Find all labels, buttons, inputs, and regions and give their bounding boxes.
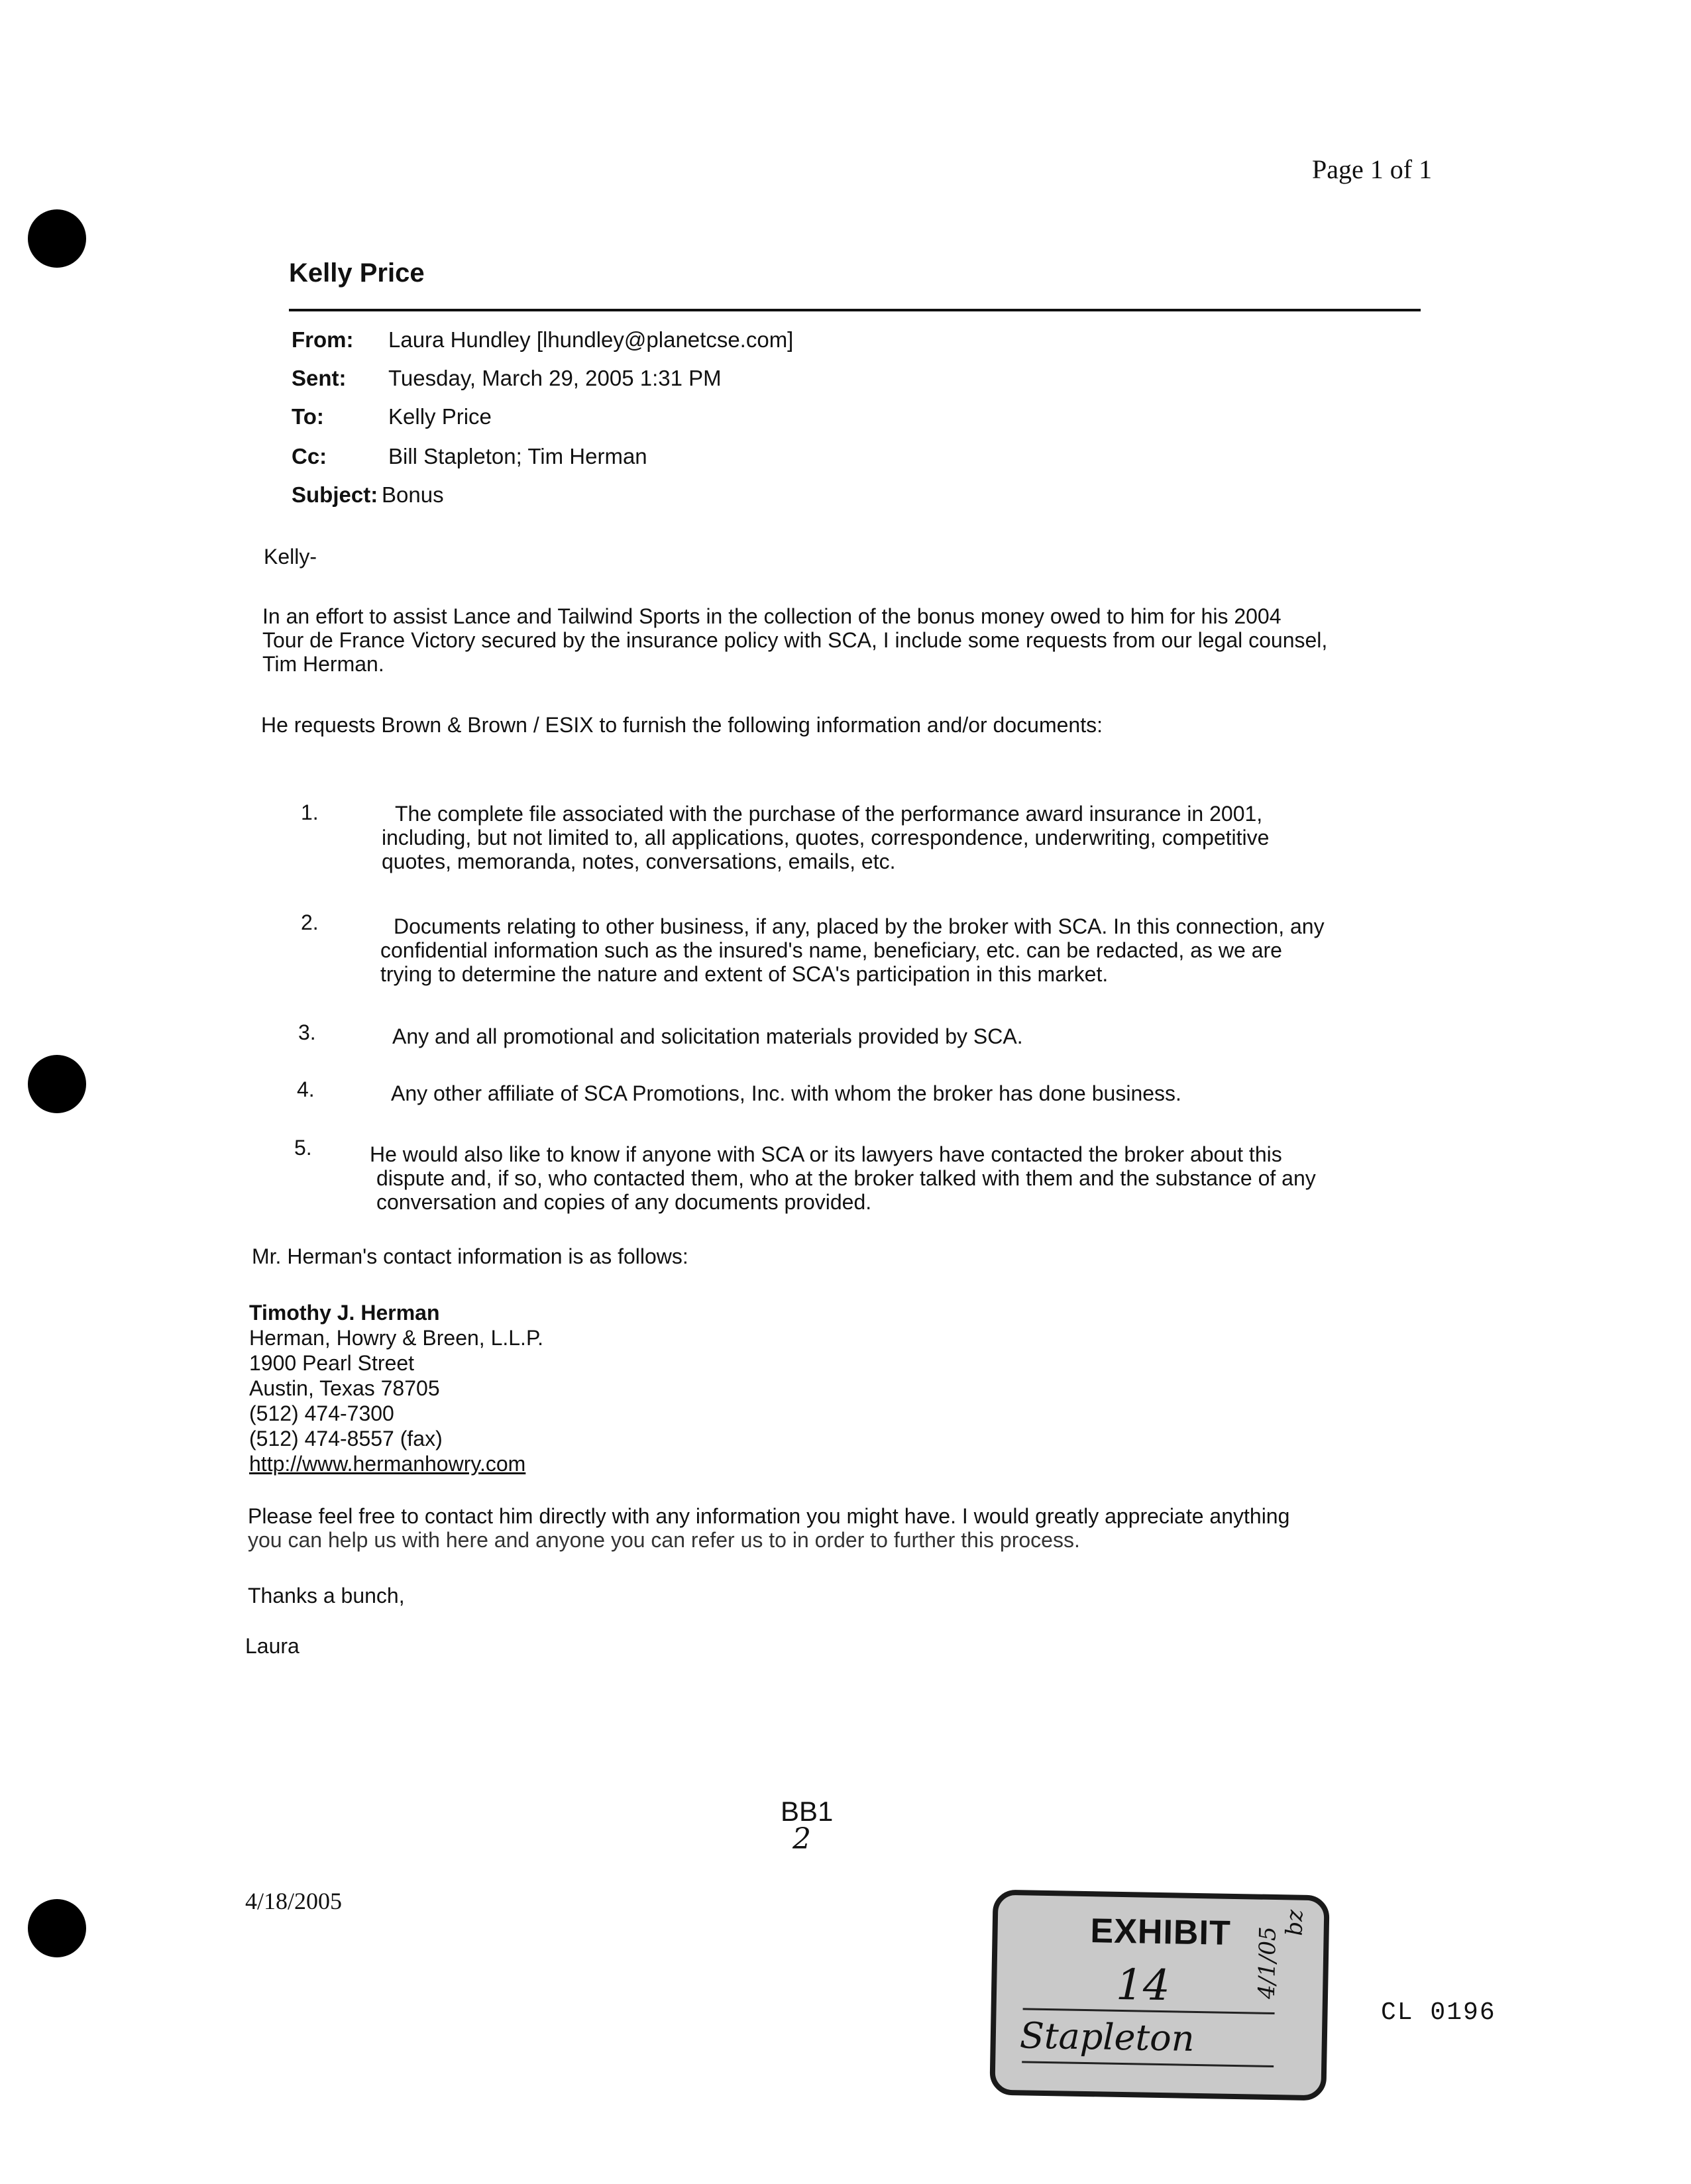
list-number: 2. xyxy=(301,910,319,934)
exhibit-stamp-title: EXHIBIT xyxy=(1090,1912,1232,1953)
sent-label: Sent: xyxy=(292,366,347,390)
list-number: 4. xyxy=(297,1077,315,1101)
subject-value: Bonus xyxy=(382,482,444,507)
exhibit-witness: Stapleton xyxy=(1019,2014,1195,2059)
page-number: Page 1 of 1 xyxy=(1312,154,1433,184)
closing-line: Please feel free to contact him directly with any information you might have. I would greatly appreciate anything xyxy=(248,1504,1290,1528)
list-item-line: conversation and copies of any documents provided. xyxy=(376,1190,872,1214)
request-line: He requests Brown & Brown / ESIX to furnish the following information and/or documents: xyxy=(261,713,1103,737)
signature-name: Laura xyxy=(245,1634,300,1658)
list-item-text xyxy=(380,914,1441,986)
contact-fax: (512) 474-8557 (fax) xyxy=(249,1427,443,1450)
list-item-line: dispute and, if so, who contacted them, who at the broker talked with them and the substance of any xyxy=(376,1166,1316,1190)
list-item-line: Any and all promotional and solicitation materials provided by SCA. xyxy=(392,1024,1023,1048)
sent-value: Tuesday, March 29, 2005 1:31 PM xyxy=(388,366,722,390)
list-item-line: Any other affiliate of SCA Promotions, Inc. with whom the broker has done business. xyxy=(391,1081,1181,1105)
contact-city: Austin, Texas 78705 xyxy=(249,1376,440,1400)
list-item-line: trying to determine the nature and extent of SCA's participation in this market. xyxy=(380,962,1109,986)
binder-hole-bottom xyxy=(28,1899,86,1957)
list-item-line: including, but not limited to, all applications, quotes, correspondence, underwriting, competitive xyxy=(382,826,1270,849)
from-label: From: xyxy=(292,327,354,352)
intro-line: Tim Herman. xyxy=(262,652,384,676)
contact-firm: Herman, Howry & Breen, L.L.P. xyxy=(249,1326,544,1350)
from-value: Laura Hundley [lhundley@planetcse.com] xyxy=(388,327,794,352)
intro-paragraph xyxy=(262,604,1429,676)
bates-label: BB1 xyxy=(781,1796,834,1827)
exhibit-initials: bz xyxy=(1281,1909,1309,1936)
thanks-line: Thanks a bunch, xyxy=(248,1584,405,1608)
heading-rule xyxy=(289,309,1421,311)
list-item-line: quotes, memoranda, notes, conversations, emails, etc. xyxy=(382,849,896,873)
print-date: 4/18/2005 xyxy=(245,1888,343,1914)
to-label: To: xyxy=(292,404,324,429)
list-item-text xyxy=(392,1024,1426,1048)
control-number: CL 0196 xyxy=(1381,1998,1496,2027)
binder-hole-middle xyxy=(28,1055,86,1113)
closing-paragraph xyxy=(248,1504,1441,1552)
contact-intro: Mr. Herman's contact information is as follows: xyxy=(252,1244,688,1268)
subject-label: Subject: xyxy=(292,482,378,507)
contact-phone: (512) 474-7300 xyxy=(249,1401,394,1425)
list-item-text xyxy=(382,802,1415,873)
salutation: Kelly- xyxy=(264,545,317,569)
contact-website-link[interactable]: http://www.hermanhowry.com xyxy=(249,1452,526,1476)
intro-line: In an effort to assist Lance and Tailwind Sports in the collection of the bonus money owed to him for his 2004 xyxy=(262,604,1282,628)
cc-label: Cc: xyxy=(292,444,327,468)
contact-name: Timothy J. Herman xyxy=(249,1301,440,1325)
exhibit-stamp xyxy=(989,1890,1329,2101)
intro-line: Tour de France Victory secured by the insurance policy with SCA, I include some requests from our legal counsel, xyxy=(262,628,1328,652)
cc-value: Bill Stapleton; Tim Herman xyxy=(388,444,647,468)
exhibit-stamp-line xyxy=(1022,2061,1274,2067)
bates-page-number: 2 xyxy=(792,1822,811,1856)
list-item-line: Documents relating to other business, if any, placed by the broker with SCA. In this connection, any xyxy=(394,914,1325,938)
to-value: Kelly Price xyxy=(388,404,492,429)
exhibit-number: 14 xyxy=(1115,1960,1171,2011)
list-item-text xyxy=(370,1142,1430,1214)
exhibit-date: 4/1/05 xyxy=(1253,1926,1282,2000)
list-item-text xyxy=(391,1081,1425,1105)
list-number: 3. xyxy=(298,1020,316,1044)
list-item-line: The complete file associated with the purchase of the performance award insurance in 2001, xyxy=(395,802,1263,826)
binder-hole-top xyxy=(28,209,86,268)
contact-street: 1900 Pearl Street xyxy=(249,1351,415,1375)
list-item-line: He would also like to know if anyone with SCA or its lawyers have contacted the broker about this xyxy=(370,1142,1282,1166)
closing-line: you can help us with here and anyone you can refer us to in order to further this process. xyxy=(248,1528,1080,1552)
list-number: 1. xyxy=(301,800,319,824)
list-item-line: confidential information such as the insured's name, beneficiary, etc. can be redacted, as we are xyxy=(380,938,1282,962)
list-number: 5. xyxy=(294,1136,312,1160)
sender-heading: Kelly Price xyxy=(289,258,425,288)
